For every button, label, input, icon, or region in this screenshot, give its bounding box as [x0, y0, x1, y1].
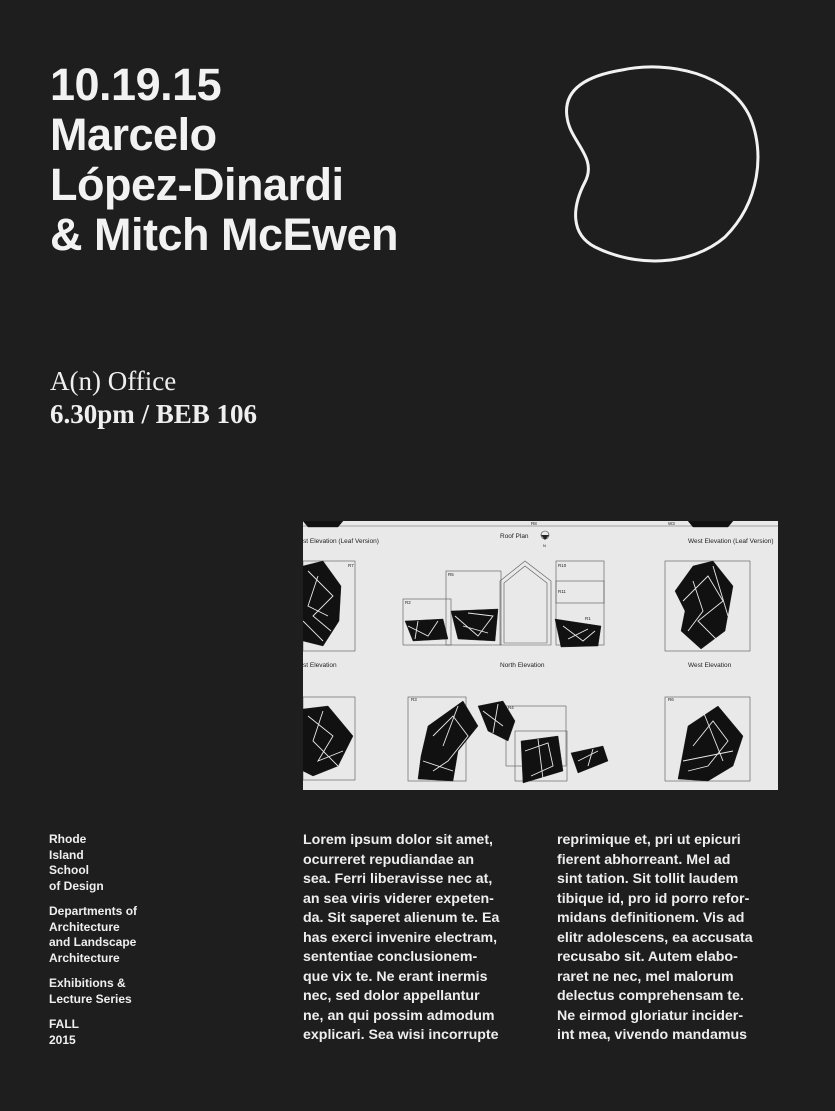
departments [49, 904, 179, 966]
speaker-name-line3: & Mitch McEwen [50, 209, 399, 260]
body-line: fierent abhorreant. Mel ad [557, 851, 731, 868]
label-east-elev: st Elevation [303, 662, 337, 669]
body-text-column-2 [557, 831, 785, 1046]
tag-r11: R11 [558, 589, 566, 594]
school-line: Rhode [49, 832, 87, 846]
body-line: reprimique et, pri ut epicuri [557, 832, 741, 848]
body-line: Ne eirmod gloriatur incider- [557, 1007, 744, 1024]
series-name [49, 976, 179, 1007]
architectural-drawing [303, 521, 778, 790]
tag-r10: R10 [558, 563, 567, 568]
series-line: Exhibitions & [49, 976, 126, 990]
sidebar-info [49, 832, 179, 1058]
body-line: has exerci invenire electram, [303, 929, 498, 946]
blob-outline-graphic [560, 62, 765, 267]
term-line: FALL [49, 1017, 79, 1031]
tag-r1: R1 [585, 616, 591, 621]
tag-r8: R8 [531, 521, 537, 526]
body-line: sea. Ferri liberavisse nec at, [303, 871, 493, 887]
tag-r3: R3 [411, 697, 417, 702]
department-line: Architecture [49, 919, 120, 934]
label-north-symbol: N [543, 543, 546, 548]
label-west-elev-leaf-right: West Elevation (Leaf Version) [688, 538, 774, 545]
body-line: tibique id, pro id porro refor- [557, 890, 750, 907]
body-line: an sea viris viderer expeten- [303, 890, 494, 907]
school-line: of Design [49, 878, 104, 893]
label-north-elev: North Elevation [500, 662, 545, 669]
body-line: que vix te. Ne erant inermis [303, 968, 488, 985]
school-line: Island [49, 847, 84, 862]
lecture-time-place: 6.30pm / BEB 106 [50, 399, 258, 429]
body-line: nec, sed dolor appellantur [303, 988, 480, 1004]
body-line: midans definitionem. Vis ad [557, 910, 745, 926]
department-line: Departments of [49, 904, 138, 918]
label-roof-plan: Roof Plan [500, 533, 529, 540]
term [49, 1017, 179, 1048]
tag-r7: R7 [348, 563, 354, 568]
event-info [50, 365, 257, 431]
body-line: explicari. Sea wisi incorrupte [303, 1027, 499, 1043]
lecture-title: A(n) Office [50, 366, 177, 396]
term-line: 2015 [49, 1032, 76, 1047]
body-line: int mea, vivendo mandamus [557, 1027, 748, 1043]
speaker-name-line1: Marcelo [50, 109, 217, 160]
body-line: elitr adolescens, ea accusata [557, 929, 753, 946]
elevation-drawing-svg [303, 521, 778, 790]
tag-r2: R2 [405, 600, 411, 605]
label-west-elev-right: West Elevation [688, 662, 732, 669]
series-line: Lecture Series [49, 991, 132, 1006]
body-line: da. Sit saperet alienum te. Ea [303, 910, 500, 926]
body-text-column-1 [303, 831, 531, 1046]
tag-r5: R5 [448, 572, 454, 577]
body-line: recusabo sit. Autem elabo- [557, 949, 738, 965]
body-line: ne, an qui possim admodum [303, 1007, 495, 1024]
body-line: Lorem ipsum dolor sit amet, [303, 832, 493, 848]
tag-r4: R4 [508, 705, 514, 710]
school-line: School [49, 863, 90, 877]
body-line: raret ne nec, mel malorum [557, 968, 734, 985]
body-line: sententiae conclusionem- [303, 949, 478, 965]
speaker-name-line2: López-Dinardi [50, 159, 344, 210]
tag-r6: R6 [668, 697, 674, 702]
body-line: ocurreret repudiandae an [303, 851, 475, 868]
school-name [49, 832, 179, 894]
department-line: and Landscape [49, 935, 137, 949]
event-date: 10.19.15 [50, 59, 222, 110]
label-west-elev-leaf-left: st Elevation (Leaf Version) [303, 538, 379, 545]
department-line: Architecture [49, 950, 120, 965]
poster-header [50, 60, 398, 260]
body-line: delectus comprehensam te. [557, 988, 744, 1004]
tag-w3: W3 [668, 521, 675, 526]
body-line: sint tation. Sit tollit laudem [557, 871, 739, 887]
